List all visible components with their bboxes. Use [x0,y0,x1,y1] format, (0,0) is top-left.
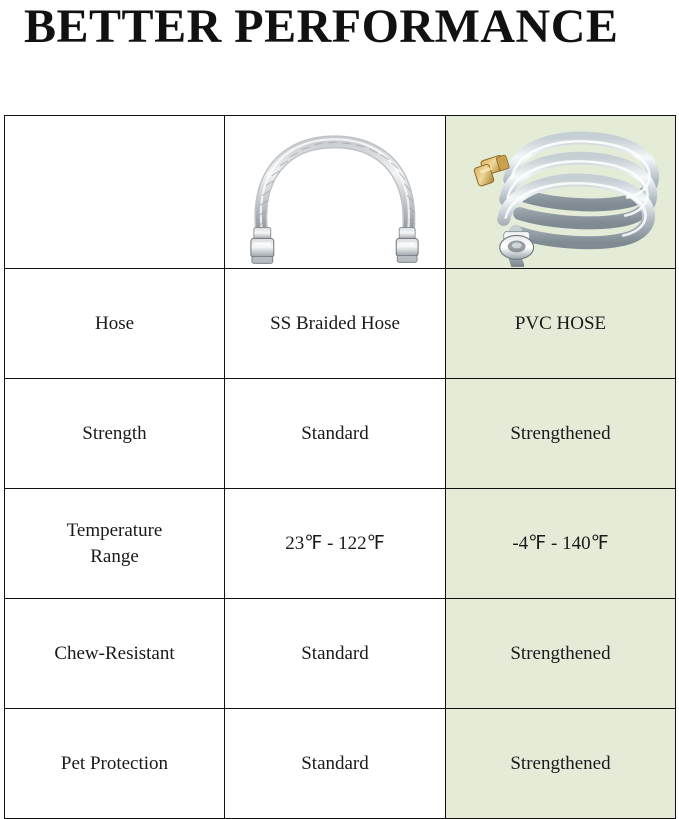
row-ss-value: 23℉ - 122℉ [225,489,446,599]
row-label: Strength [5,379,225,489]
ss-hose-right-fitting [396,227,418,262]
row-label-line2: Range [90,545,139,567]
row-ss-value: Standard [225,379,446,489]
stainless-steel-braided-hose-photo [225,116,445,268]
row-label [5,489,225,599]
table-row [5,489,676,599]
row-ss-value: Standard [225,599,446,709]
row-label-line1: Temperature [66,519,163,541]
row-pvc-value: PVC HOSE [446,269,676,379]
row-label: Chew-Resistant [5,599,225,709]
row-pvc-value: Strengthened [446,379,676,489]
pvc-hose-image-cell [446,116,676,269]
ss-hose-image-cell [225,116,446,269]
table-row [5,599,676,709]
row-pvc-value: Strengthened [446,599,676,709]
row-label: Pet Protection [5,709,225,819]
ss-hose-illustration [225,116,445,267]
table-row-images [5,116,676,269]
table-row [5,269,676,379]
row-label: Hose [5,269,225,379]
comparison-table-wrapper [4,115,675,819]
page-title: BETTER PERFORMANCE [24,0,619,53]
row-ss-value: SS Braided Hose [225,269,446,379]
row-pvc-value: -4℉ - 140℉ [446,489,676,599]
row-ss-value: Standard [225,709,446,819]
table-row [5,709,676,819]
pvc-hose-photo [446,116,675,268]
pvc-hose-chrome-fitting [500,231,534,259]
row-pvc-value: Strengthened [446,709,676,819]
ss-hose-left-fitting [251,227,274,263]
empty-corner-cell [5,116,225,269]
pvc-hose-illustration [446,116,675,267]
comparison-table [4,115,676,819]
table-row [5,379,676,489]
